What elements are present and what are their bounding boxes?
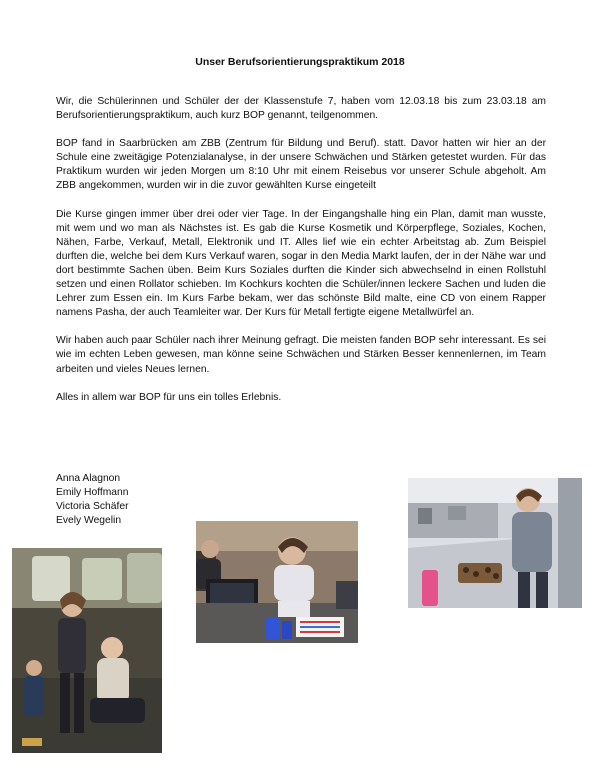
paragraph-courses: Die Kurse gingen immer über drei oder vier Tage. In der Eingangshalle hing ein Plan, damit man wusste, mit wem und wo man als Nächstes ist. Es gab die Kurse Kosmetik und Körperpflege, Soziales, Kochen, Nähen, Farbe, Verkauf, Metall, Elektronik und IT. Alles lief wie ein echter Arbeitstag ab. Zum Beispiel durften die, welche bei dem Kurs Verkauf waren, sogar in den Media Markt laufen, der in der Nähe war und dort bestimmte Sachen üben. Beim Kurs Soziales durften die Kinder sich abwechselnd in einen Rollstuhl setzen und einen Rollator schieben. Im Kochkurs kochten die Schüler/innen leckere Sachen und luden die Lehrer zum Essen ein. Im Kurs Farbe bekam, wer das schönste Bild malte, eine CD von einem Rapper namens Pasha, der auch Teamleiter war. Der Kurs für Metall fertigte eigene Metallwürfel an. <box>56 208 546 319</box>
paragraph-location: BOP fand in Saarbrücken am ZBB (Zentrum für Bildung und Beruf). statt. Davor hatten wir hier an der Schule eine zweitägige Potenzialanalyse, in der unsere Schwächen und Stärken getestet wurden. Für das Praktikum wurden wir jeden Morgen um 8:10 Uhr mit einem Reisebus vor unserer Schule abgeholt. Am ZBB angekommen, wurden wir in die zuvor gewählten Kurse eingeteilt <box>56 138 546 192</box>
photo-cosmetics-course <box>12 548 162 753</box>
author-name: Victoria Schäfer <box>56 501 129 513</box>
author-name: Evely Wegelin <box>56 515 122 527</box>
author-name: Emily Hoffmann <box>56 487 129 499</box>
paragraph-opinions: Wir haben auch paar Schüler nach ihrer Meinung gefragt. Die meisten fanden BOP sehr interessant. Es sei wie im echten Leben gewesen, man könne seine Schwächen und Stärken Besser kennenlernen, im Team arbeiten und vieles Neues lernen. <box>56 335 546 375</box>
paragraph-intro: Wir, die Schülerinnen und Schüler der der Klassenstufe 7, haben vom 12.03.18 bis zum 23.03.18 am Berufsorientierungspraktikum, auch kurz BOP genannt, teilgenommen. <box>56 96 546 122</box>
author-name: Anna Alagnon <box>56 473 121 484</box>
article-body <box>56 95 546 419</box>
document-title: Unser Berufsorientierungspraktikum 2018 <box>195 56 405 68</box>
photo-it-course <box>196 521 358 643</box>
paragraph-conclusion: Alles in allem war BOP für uns ein tolles Erlebnis. <box>56 391 282 403</box>
photo-cooking-course <box>408 478 582 608</box>
author-list <box>56 472 129 528</box>
